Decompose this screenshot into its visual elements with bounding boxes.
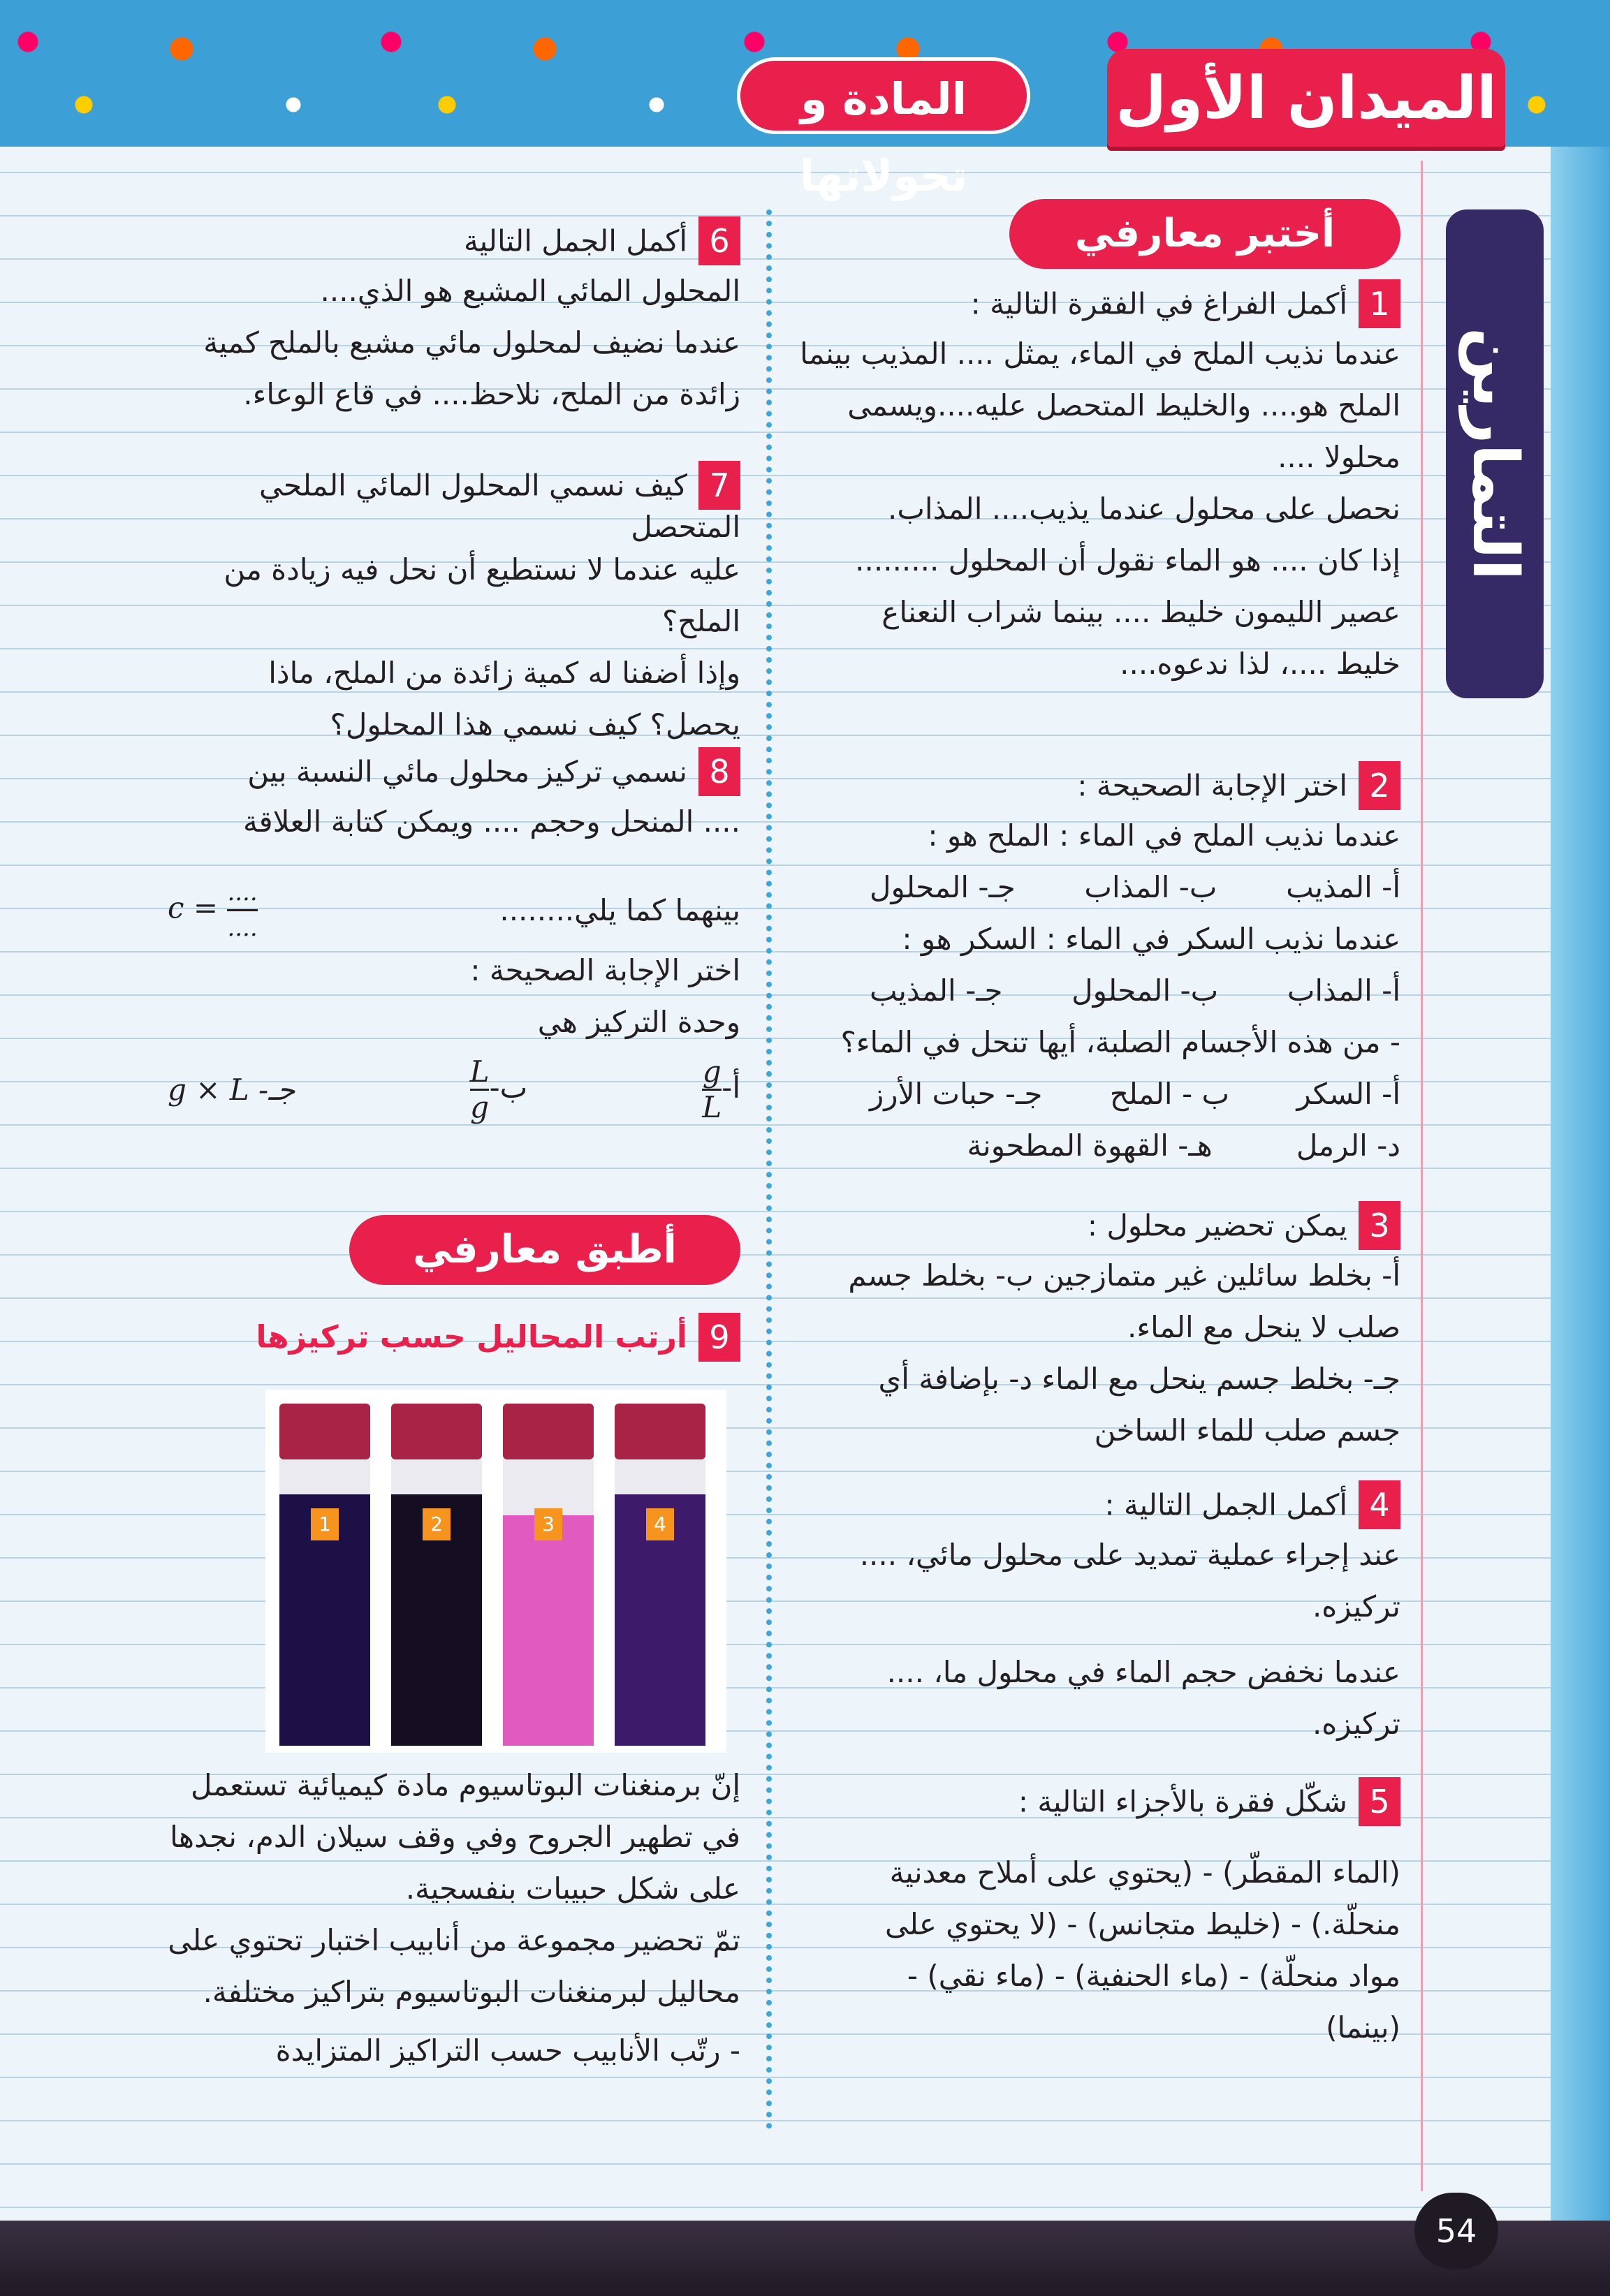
question-title: أكمل الفراغ في الفقرة التالية : (970, 286, 1347, 321)
question-number: 5 (1359, 1777, 1400, 1826)
text-line: صلب لا ينحل مع الماء. (1127, 1310, 1400, 1344)
option: أ- المذاب (1287, 973, 1400, 1008)
question-title: كيف نسمي المحلول المائي الملحي المتحصل (259, 468, 740, 544)
question-title: نسمي تركيز محلول مائي النسبة بين (247, 754, 687, 789)
tube-label: 3 (534, 1508, 562, 1540)
test-tube (391, 1404, 482, 1746)
options-row (870, 1068, 1400, 1120)
question-number: 8 (698, 747, 740, 796)
question-title: أرتب المحاليل حسب تركيزها (256, 1319, 687, 1355)
text-line: محلولا .... (1278, 440, 1400, 474)
formula-numerator: .... (227, 876, 257, 911)
text-line: منحلّة.) - (خليط متجانس) - (لا يحتوي على (884, 1907, 1400, 1941)
unit-options (168, 1055, 740, 1124)
text-line: عندما نذيب الملح في الماء : الملح هو : (928, 818, 1400, 853)
question-number: 9 (698, 1313, 740, 1362)
formula-denominator: .... (227, 914, 258, 942)
test-tube (279, 1404, 370, 1746)
unit-option-a (702, 1055, 740, 1124)
tube-label: 1 (311, 1508, 339, 1540)
section-banner-test: أختبر معارفي (1009, 199, 1400, 269)
denominator: L (702, 1090, 722, 1124)
question-8 (168, 747, 740, 1124)
option-label: أ- (722, 1070, 740, 1105)
question-title: اختر الإجابة الصحيحة : (1077, 768, 1347, 803)
text-line: إنّ برمنغنات البوتاسيوم مادة كيميائية تستعمل (191, 1768, 740, 1802)
footer-band (0, 2221, 1610, 2296)
denominator: g (470, 1090, 489, 1124)
chapter-title: الميدان الأول (1107, 49, 1505, 147)
option-label: ب- (489, 1070, 528, 1105)
text-line: أ- بخلط سائلين غير متمازجين ب- بخلط جسم (848, 1258, 1400, 1293)
text-line: تركيزه. (1312, 1707, 1400, 1741)
text-line: عندما نذيب السكر في الماء : السكر هو : (902, 922, 1400, 956)
question-number: 7 (698, 461, 740, 510)
text-line: - من هذه الأجسام الصلبة، أيها تنحل في الماء؟ (840, 1025, 1400, 1059)
chapter-subtitle: المادة و تحولاتها (737, 57, 1030, 134)
question-1 (800, 279, 1400, 690)
exercises-side-tab: التمارين (1446, 209, 1544, 698)
question-5 (870, 1777, 1400, 2054)
text-line: المحلول المائي المشبع هو الذي.... (320, 274, 740, 308)
column-divider (766, 209, 772, 2130)
option: جـ- المحلول (870, 870, 1016, 904)
question-number: 4 (1359, 1480, 1400, 1529)
test-tube (503, 1404, 594, 1746)
text-line: جـ- بخلط جسم ينحل مع الماء د- بإضافة أي (878, 1362, 1400, 1396)
text-line: وحدة التركيز هي (537, 1005, 740, 1039)
option: ب - الملح (1109, 1077, 1229, 1111)
text-line: (بينما) (1326, 2010, 1400, 2045)
text-line: عند إجراء عملية تمديد على محلول مائي، .... (859, 1538, 1400, 1572)
text-line: عندما نخفض حجم الماء في محلول ما، .... (886, 1655, 1400, 1689)
text-line: على شكل حبيبات بنفسجية. (405, 1871, 740, 1906)
question-title: شكّل فقرة بالأجزاء التالية : (1018, 1784, 1347, 1819)
margin-line (1421, 161, 1423, 2191)
question-title: أكمل الجمل التالية (463, 223, 687, 258)
text-line: يحصل؟ كيف نسمي هذا المحلول؟ (330, 707, 740, 742)
concentration-formula (168, 876, 258, 945)
text-line: عندما نضيف لمحلول مائي مشبع بالملح كمية (203, 325, 740, 360)
test-tubes-photo (265, 1390, 726, 1753)
text-line: - رتّب الأنابيب حسب التراكيز المتزايدة (275, 2033, 740, 2068)
text-line: مواد منحلّة) - (ماء الحنفية) - (ماء نقي) - (907, 1959, 1400, 1993)
page-edge-strip (1551, 0, 1610, 2296)
fraction (470, 1055, 490, 1124)
text-line: عصير الليمون خليط .... بينما شراب النعناع (881, 595, 1400, 629)
text-line: في تطهير الجروح وفي وقف سيلان الدم، نجدها (170, 1820, 740, 1854)
unit-option-c: g × L -جـ (168, 1072, 295, 1107)
text-line: إذا كان .... هو الماء نقول أن المحلول ......... (855, 543, 1400, 577)
test-tube (615, 1404, 705, 1746)
text-line: خليط ....، لذا ندعوه.... (1120, 647, 1400, 681)
option: أ- المذيب (1286, 870, 1400, 904)
text-line: .... المنحل وحجم .... ويمكن كتابة العلاقة (242, 804, 740, 839)
option: هـ- القهوة المطحونة (967, 1128, 1213, 1163)
question-9-text (168, 1760, 740, 2077)
text-line: عندما نذيب الملح في الماء، يمثل .... المذيب بينما (800, 337, 1400, 371)
question-2 (840, 761, 1400, 1172)
formula-row (168, 876, 740, 945)
question-3 (848, 1201, 1400, 1457)
text-line: زائدة من الملح، نلاحظ.... في قاع الوعاء. (243, 377, 740, 411)
text-line: الملح؟ (661, 604, 740, 638)
section-banner-apply: أطبق معارفي (349, 1215, 740, 1285)
text-line: تركيزه. (1312, 1589, 1400, 1624)
question-4 (859, 1480, 1400, 1750)
tube-label: 2 (423, 1508, 451, 1540)
text-line: اختر الإجابة الصحيحة : (470, 953, 740, 987)
option: د- الرمل (1296, 1128, 1400, 1163)
question-7 (168, 461, 740, 751)
formula-lhs: c = (168, 890, 219, 925)
text-line: عليه عندما لا نستطيع أن نحل فيه زيادة من (224, 552, 740, 587)
text-line: نحصل على محلول عندما يذيب.... المذاب. (888, 492, 1400, 526)
question-number: 1 (1359, 279, 1400, 328)
question-9-heading (168, 1313, 740, 1362)
tube-label: 4 (646, 1508, 674, 1540)
text-line: تمّ تحضير مجموعة من أنابيب اختبار تحتوي على (168, 1923, 740, 1957)
options-row (870, 1120, 1400, 1172)
text-line: بينهما كما يلي........ (499, 892, 740, 927)
text-line: وإذا أضفنا له كمية زائدة من الملح، ماذا (268, 656, 740, 690)
option: جـ- المذيب (870, 973, 1003, 1008)
numerator: L (470, 1055, 490, 1091)
question-title: أكمل الجمل التالية : (1104, 1487, 1347, 1522)
text-line: الملح هو.... والخليط المتحصل عليه....ويسمى (847, 388, 1400, 422)
question-number: 2 (1359, 761, 1400, 810)
unit-option-b (470, 1055, 528, 1124)
option: أ- السكر (1296, 1077, 1400, 1111)
numerator: g (702, 1055, 722, 1091)
text-line: (الماء المقطّر) - (يحتوي على أملاح معدنية (889, 1855, 1400, 1890)
text-line: محاليل لبرمنغنات البوتاسيوم بتراكيز مختلفة. (203, 1975, 740, 2009)
options-row (870, 965, 1400, 1017)
option: جـ- حبات الأرز (870, 1077, 1043, 1111)
options-row (870, 862, 1400, 913)
option: ب- المذاب (1084, 870, 1217, 904)
option: ب- المحلول (1071, 973, 1219, 1008)
question-number: 6 (698, 216, 740, 265)
text-line: جسم صلب للماء الساخن (1094, 1413, 1400, 1448)
question-title: يمكن تحضير محلول : (1087, 1208, 1347, 1243)
formula-fraction (227, 876, 257, 945)
question-6 (168, 216, 740, 420)
fraction (702, 1055, 722, 1124)
question-number: 3 (1359, 1201, 1400, 1250)
page-number: 54 (1414, 2193, 1498, 2269)
